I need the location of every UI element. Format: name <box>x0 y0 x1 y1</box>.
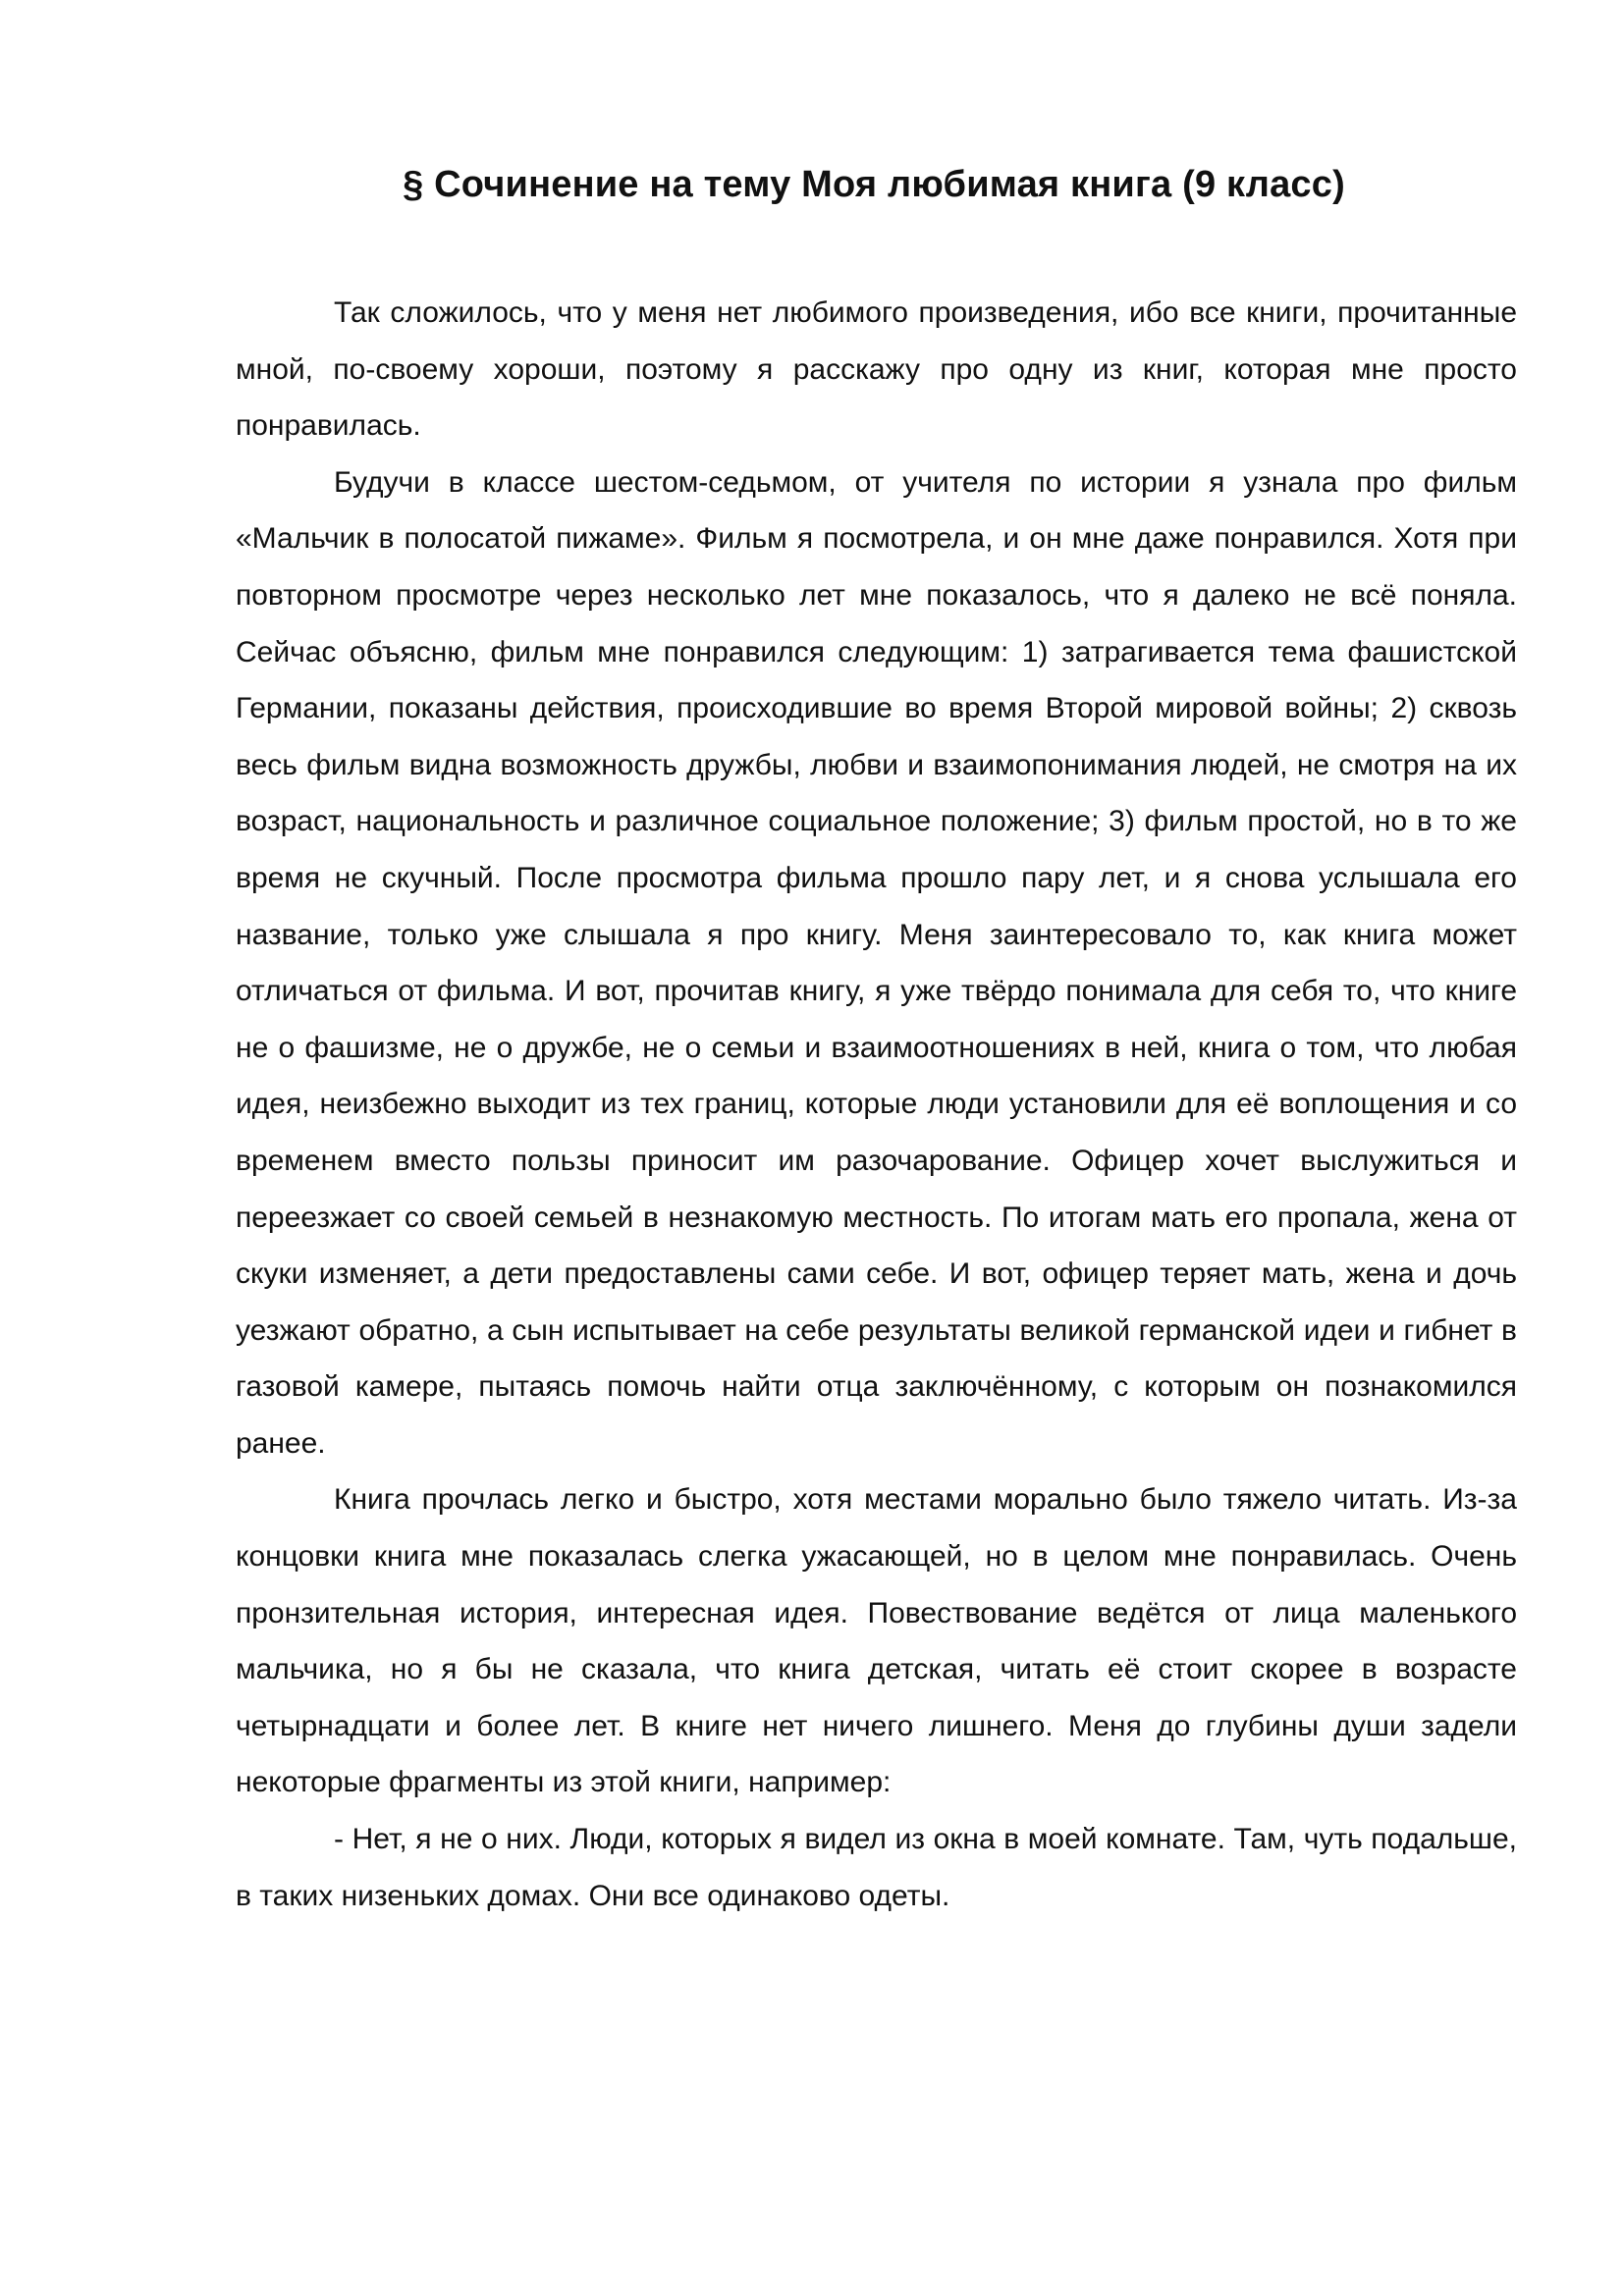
paragraph-2: Будучи в классе шестом-седьмом, от учителя по истории я узнала про фильм «Мальчик в полосатой пижаме». Фильм я посмотрела, и он мне даже понравился. Хотя при повторном просмотре через несколько лет мне показалось, что я далеко не всё поняла. Сейчас объясню, фильм мне понравился следующим: 1) затрагивается тема фашистской Германии, показаны действия, происходившие во время Второй мировой войны; 2) сквозь весь фильм видна возможность дружбы, любви и взаимопонимания людей, не смотря на их возраст, национальность и различное социальное положение; 3) фильм простой, но в то же время не скучный. После просмотра фильма прошло пару лет, и я снова услышала его название, только уже слышала я про книгу. Меня заинтересовало то, как книга может отличаться от фильма. И вот, прочитав книгу, я уже твёрдо понимала для себя то, что книге не о фашизме, не о дружбе, не о семьи и взаимоотношениях в ней, книга о том, что любая идея, неизбежно выходит из тех границ, которые люди установили для её воплощения и со временем вместо пользы приносит им разочарование. Офицер хочет выслужиться и переезжает со своей семьей в незнакомую местность. По итогам мать его пропала, жена от скуки изменяет, а дети предоставлены сами себе. И вот, офицер теряет мать, жена и дочь уезжают обратно, а сын испытывает на себе результаты великой германской идеи и гибнет в газовой камере, пытаясь помочь найти отца заключённому, с которым он познакомился ранее. <box>236 465 1517 1460</box>
paragraph-4-quote: - Нет, я не о них. Люди, которых я видел из окна в моей комнате. Там, чуть подальше, в таких низеньких домах. Они все одинаково одеты. <box>236 1823 1517 1912</box>
page-title: § Сочинение на тему Моя любимая книга (9 класс) <box>403 164 1345 205</box>
essay-body <box>236 285 1517 1924</box>
paragraph-1: Так сложилось, что у меня нет любимого произведения, ибо все книги, прочитанные мной, по-своему хороши, поэтому я расскажу про одну из книг, которая мне просто понравилась. <box>236 296 1517 443</box>
paragraph-3: Книга прочлась легко и быстро, хотя местами морально было тяжело читать. Из-за концовки книга мне показалась слегка ужасающей, но в целом мне понравилась. Очень пронзительная история, интересная идея. Повествование ведётся от лица маленького мальчика, но я бы не сказала, что книга детская, читать её стоит скорее в возрасте четырнадцати и более лет. В книге нет ничего лишнего. Меня до глубины души задели некоторые фрагменты из этой книги, например: <box>236 1483 1517 1799</box>
